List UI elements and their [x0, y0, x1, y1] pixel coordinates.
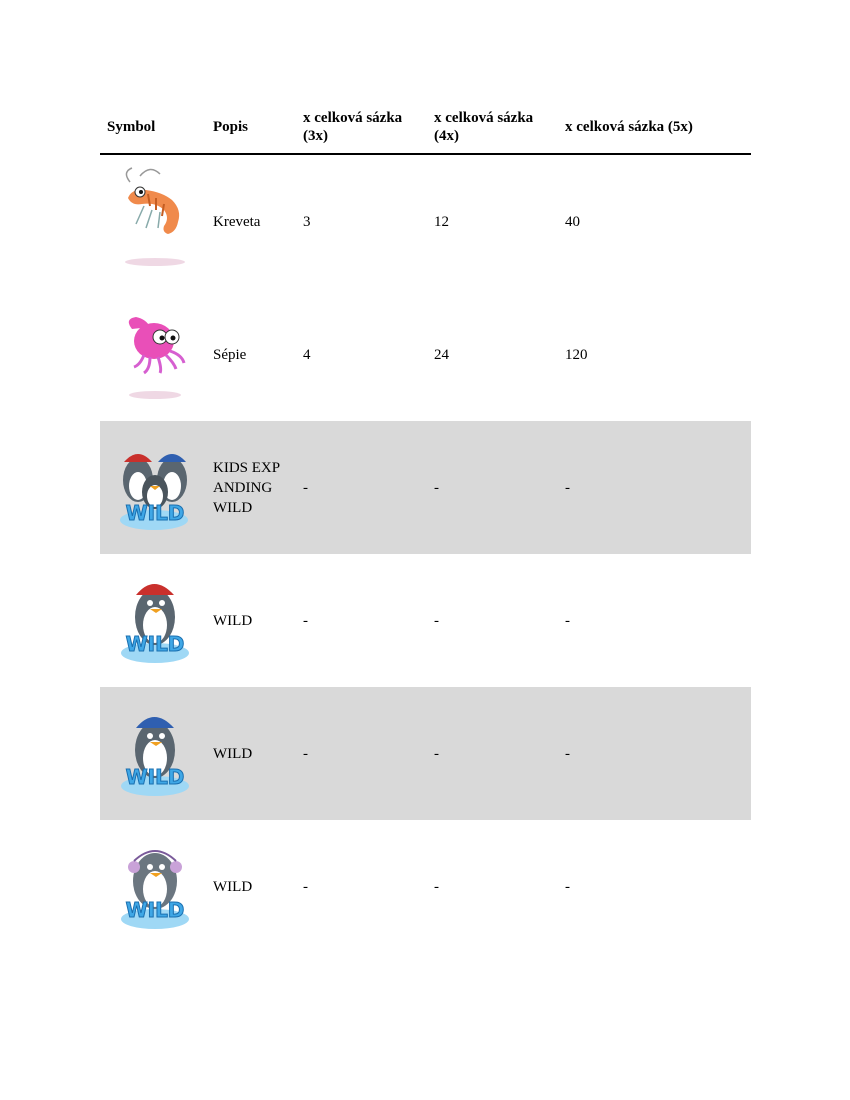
payout-4x: -: [434, 878, 439, 895]
squid-icon: [110, 295, 200, 415]
header-3x: x celková sázka (3x): [296, 100, 427, 154]
shrimp-icon: [110, 162, 200, 282]
svg-text:WILD: WILD: [125, 897, 185, 922]
payout-3x: 4: [303, 346, 311, 363]
table-row: [100, 421, 751, 554]
payout-4x: -: [427, 687, 558, 820]
penguin-red-hat-wild-icon: [110, 561, 200, 681]
penguin-earmuffs-wild-icon: [110, 827, 200, 947]
payout-3x: 3: [303, 213, 311, 230]
svg-text:WILD: WILD: [125, 500, 185, 525]
header-row: [100, 100, 751, 154]
payout-3x: -: [303, 612, 308, 629]
svg-text:WILD: WILD: [125, 631, 185, 656]
desc-cell: Kreveta: [213, 213, 261, 230]
payout-3x: -: [303, 878, 308, 895]
payout-5x: -: [565, 612, 570, 629]
payout-4x: -: [434, 612, 439, 629]
payout-5x: 40: [565, 213, 580, 230]
desc-cell: Sépie: [213, 346, 247, 363]
payout-4x: 24: [434, 346, 449, 363]
payout-3x: -: [296, 421, 427, 554]
header-5x: x celková sázka (5x): [558, 100, 751, 154]
paytable: [100, 100, 751, 953]
desc-cell: WILD: [213, 612, 253, 629]
table-row: [100, 554, 751, 687]
kids-wild-penguins-icon: [110, 428, 200, 548]
table-row: [100, 288, 751, 421]
table-row: [100, 820, 751, 953]
desc-cell: WILD: [213, 878, 253, 895]
payout-3x: -: [296, 687, 427, 820]
header-4x: x celková sázka (4x): [427, 100, 558, 154]
desc-cell: [206, 421, 296, 554]
payout-5x: 120: [565, 346, 588, 363]
payout-5x: -: [558, 421, 751, 554]
desc-cell: WILD: [206, 687, 296, 820]
svg-text:WILD: WILD: [125, 764, 185, 789]
table-row: [100, 154, 751, 288]
header-popis: Popis: [206, 100, 296, 154]
payout-5x: -: [558, 687, 751, 820]
table-row: [100, 687, 751, 820]
payout-4x: 12: [434, 213, 449, 230]
payout-4x: -: [427, 421, 558, 554]
penguin-blue-hat-wild-icon: [110, 694, 200, 814]
header-symbol: Symbol: [100, 100, 206, 154]
desc-text: KIDS EXPANDING WILD: [213, 459, 281, 516]
payout-5x: -: [565, 878, 570, 895]
